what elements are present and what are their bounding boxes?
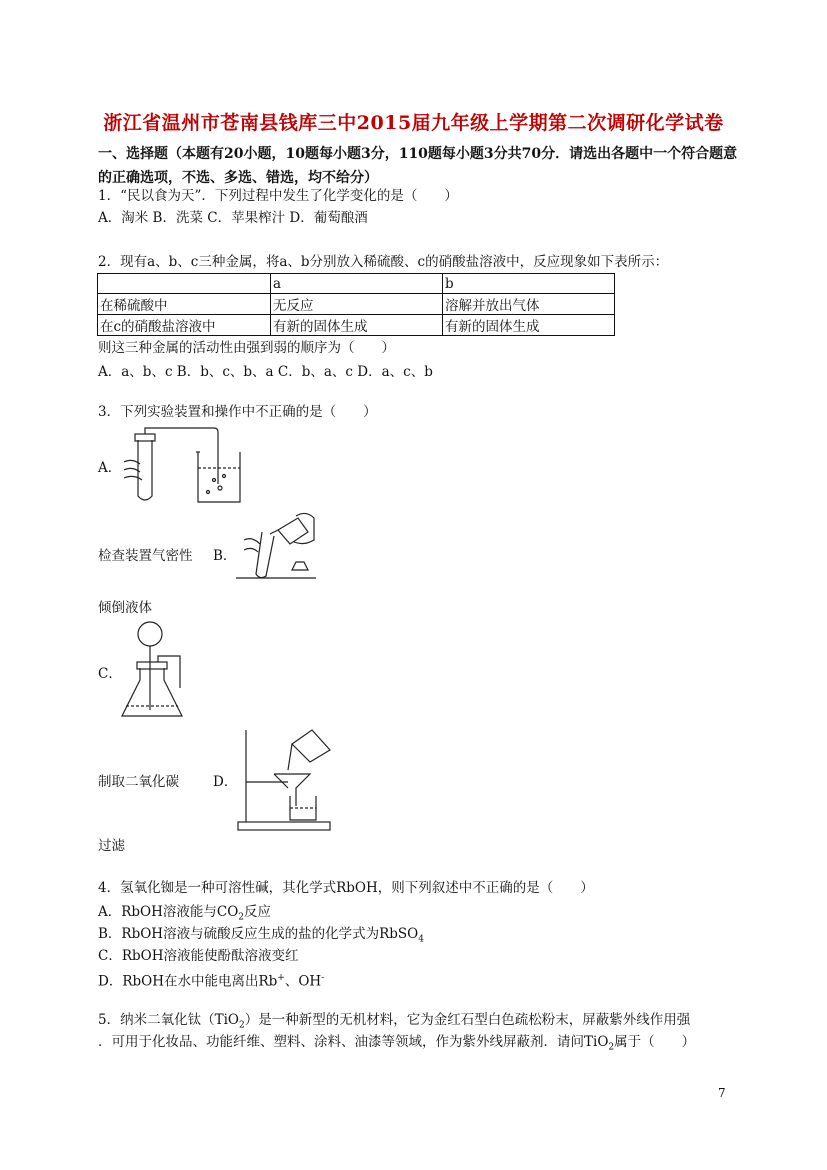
q3-caption-c: 制取二氧化碳 bbox=[98, 774, 179, 790]
q5-l1-sub: 2 bbox=[238, 1020, 245, 1031]
airtight-check-apparatus-icon bbox=[118, 422, 246, 506]
table-cell: 在c的硝酸盐溶液中 bbox=[98, 315, 271, 336]
table-cell: a bbox=[271, 274, 443, 294]
table-row bbox=[98, 294, 615, 315]
q4-a-end: 反应 bbox=[244, 904, 272, 920]
q2-question: 则这三种金属的活动性由强到弱的顺序为（ ） bbox=[98, 340, 395, 356]
co2-generator-icon bbox=[118, 618, 188, 724]
q5-l2-end: 属于（ ） bbox=[614, 1034, 696, 1050]
q3-label-c: C． bbox=[98, 666, 122, 682]
q4-d-text: D．RbOH在水中能电离出Rb bbox=[98, 973, 278, 990]
q4-d-sup2: - bbox=[321, 973, 325, 983]
q3-caption-a: 检查装置气密性 bbox=[98, 548, 193, 564]
q2-table bbox=[97, 273, 615, 336]
q5-l1-end: ）是一种新型的无机材料，它为金红石型白色疏松粉末，屏蔽紫外线作用强 bbox=[244, 1012, 691, 1028]
section-heading: 一、选择题（本题有20小题，10题每小题3分，110题每小题3分共70分．请选出各题中一个符合题意的正确选项，不选、多选、错选，均不给分） bbox=[98, 146, 738, 186]
q5-l2-sub: 2 bbox=[608, 1042, 615, 1053]
q5-line2 bbox=[98, 1032, 695, 1058]
q4-option-c: C．RbOH溶液能使酚酞溶液变红 bbox=[98, 948, 299, 964]
table-row bbox=[98, 274, 615, 294]
q4-a-sub: 2 bbox=[238, 912, 245, 923]
q4-stem: 4．氢氧化铷是一种可溶性碱，其化学式RbOH，则下列叙述中不正确的是（ ） bbox=[98, 880, 594, 896]
q3-caption-d: 过滤 bbox=[98, 838, 125, 854]
page-number: 7 bbox=[718, 1086, 726, 1100]
q3-label-b: B． bbox=[213, 548, 237, 564]
q1-stem: 1．“民以食为天”．下列过程中发生了化学变化的是（ ） bbox=[98, 188, 458, 204]
table-cell bbox=[98, 274, 271, 294]
table-cell: 有新的固体生成 bbox=[271, 315, 443, 336]
table-cell: 在稀硫酸中 bbox=[98, 294, 271, 315]
q5-l2-text: ．可用于化妆品、功能纤维、塑料、涂料、油漆等领域，作为紫外线屏蔽剂．请问TiO bbox=[98, 1034, 609, 1050]
page-title: 浙江省温州市苍南县钱库三中2015届九年级上学期第二次调研化学试卷 bbox=[103, 112, 724, 134]
q3-caption-b: 倾倒液体 bbox=[98, 600, 152, 616]
q4-b-sub: 4 bbox=[418, 934, 424, 945]
q1-options: A．淘米 B．洗菜 C．苹果榨汁 D．葡萄酿酒 bbox=[98, 210, 368, 226]
table-cell: 溶解并放出气体 bbox=[443, 294, 615, 315]
filtration-apparatus-icon bbox=[234, 726, 338, 834]
table-cell: 无反应 bbox=[271, 294, 443, 315]
q2-options: A．a、b、c B．b、c、b、a C．b、a、c D．a、c、b bbox=[98, 364, 433, 380]
q4-d-mid: 、OH bbox=[284, 973, 322, 990]
q3-label-d: D． bbox=[213, 774, 238, 790]
q5-l1-text: 5．纳米二氧化钛（TiO bbox=[98, 1012, 239, 1028]
table-cell: 有新的固体生成 bbox=[443, 315, 615, 336]
table-row bbox=[98, 315, 615, 336]
q4-option-d bbox=[98, 968, 324, 992]
q4-b-text: B．RbOH溶液与硫酸反应生成的盐的化学式为RbSO bbox=[98, 926, 419, 942]
q2-stem: 2．现有a、b、c三种金属，将a、b分别放入稀硫酸、c的硝酸盐溶液中，反应现象如下表所示： bbox=[98, 254, 669, 270]
q3-label-a: A． bbox=[98, 460, 122, 476]
table-cell: b bbox=[443, 274, 615, 294]
q4-d-sup1: + bbox=[277, 973, 285, 983]
q3-stem: 3．下列实验装置和操作中不正确的是（ ） bbox=[98, 404, 377, 420]
q4-a-text: A．RbOH溶液能与CO bbox=[98, 904, 239, 920]
pouring-liquid-icon bbox=[234, 510, 318, 582]
